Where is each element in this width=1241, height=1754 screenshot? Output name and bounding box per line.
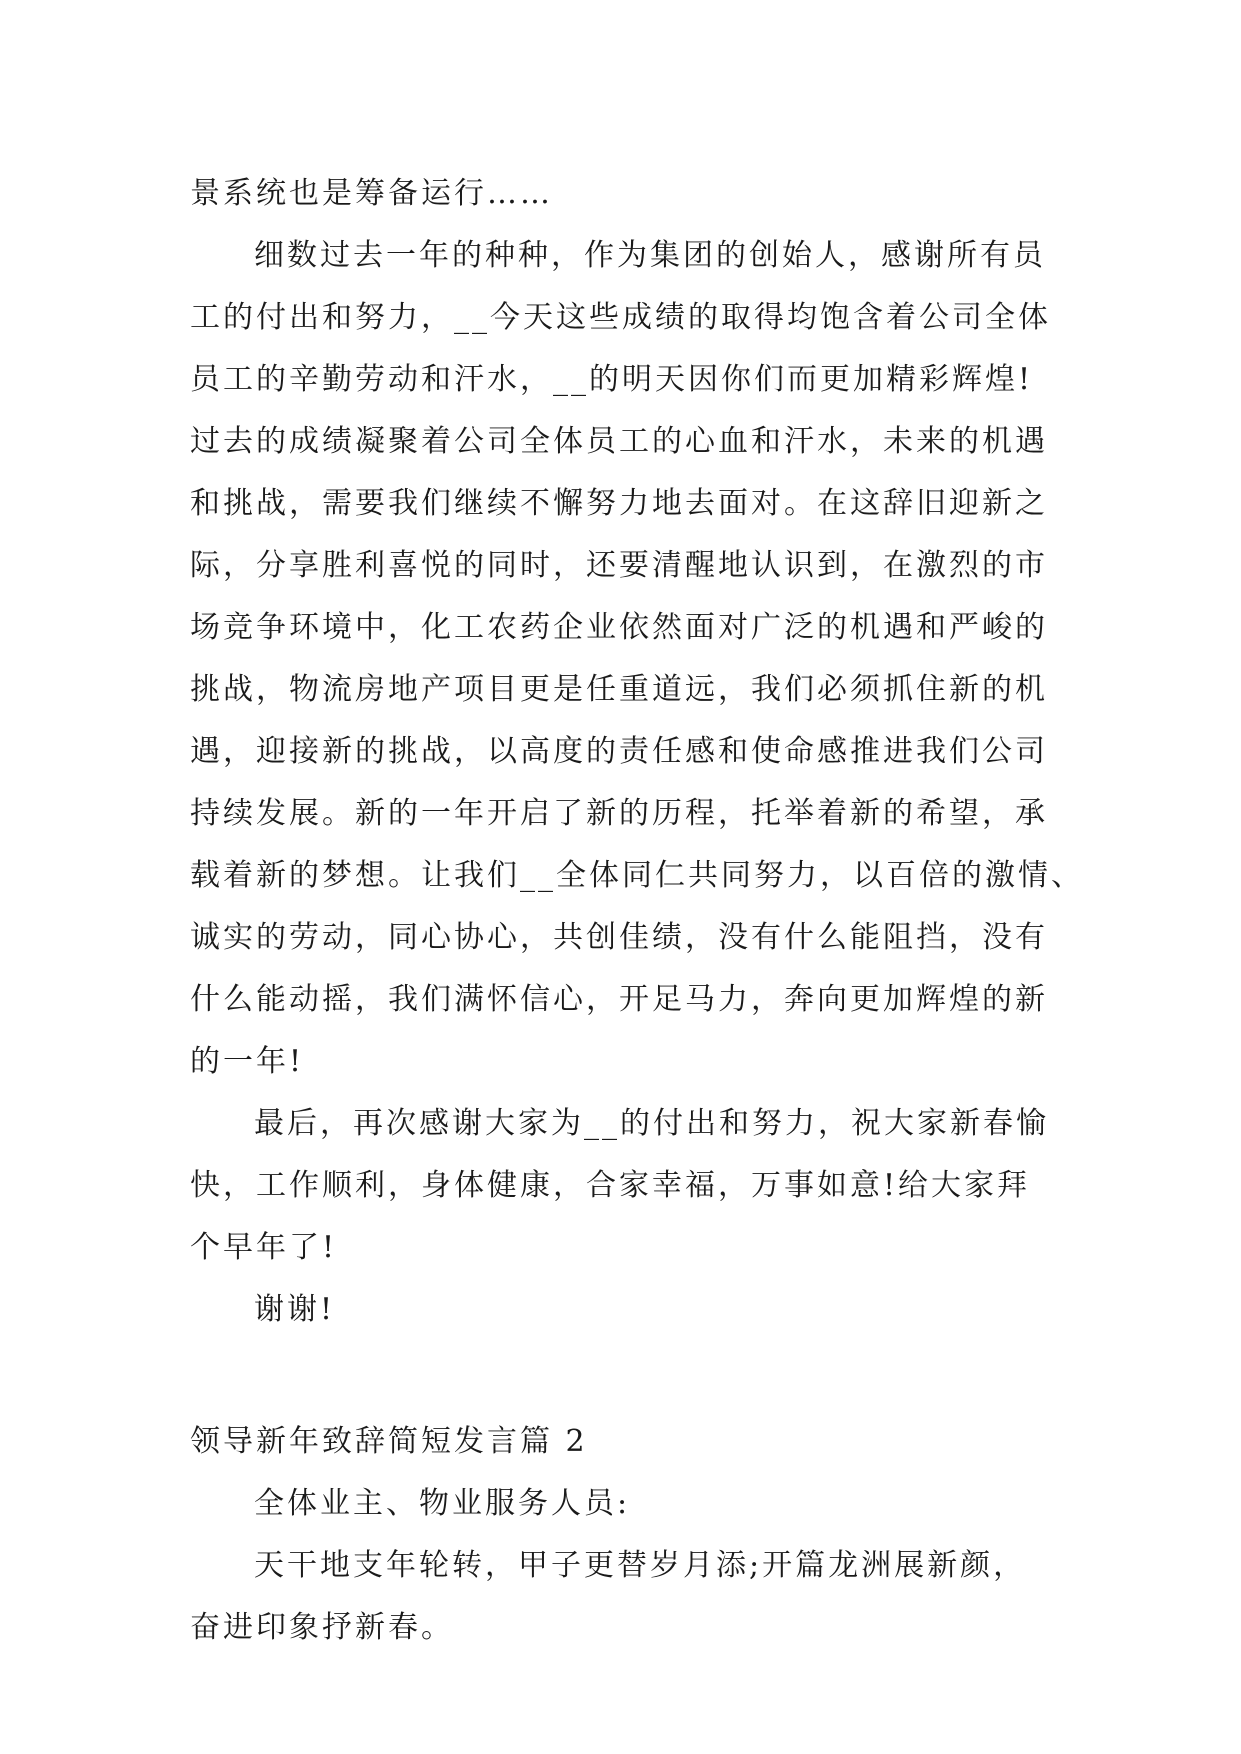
paragraph-line: 和挑战，需要我们继续不懈努力地去面对。在这辞旧迎新之 <box>190 486 1048 521</box>
paragraph-line: 快，工作顺利，身体健康，合家幸福，万事如意!给大家拜 <box>190 1168 1031 1203</box>
paragraph-line: 天干地支年轮转，甲子更替岁月添;开篇龙洲展新颜， <box>254 1548 1027 1583</box>
paragraph-salutation: 全体业主、物业服务人员: <box>254 1486 631 1521</box>
section-gap <box>190 1341 1050 1411</box>
paragraph-line: 遇，迎接新的挑战，以高度的责任感和使命感推进我们公司 <box>190 734 1048 769</box>
paragraph-line: 诚实的劳动，同心协心，共创佳绩，没有什么能阻挡，没有 <box>190 920 1048 955</box>
paragraph-wishes <box>190 1093 1050 1279</box>
paragraph-line: 景系统也是筹备运行…… <box>190 176 553 211</box>
paragraph-opening <box>190 1535 1050 1659</box>
paragraph-line: 场竞争环境中，化工农药企业依然面对广泛的机遇和严峻的 <box>190 610 1048 645</box>
paragraph-line: 际，分享胜利喜悦的同时，还要清醒地认识到，在激烈的市 <box>190 548 1048 583</box>
paragraph-line: 员工的辛勤劳动和汗水，__的明天因你们而更加精彩辉煌! <box>190 362 1034 397</box>
paragraph-line: 工的付出和努力，__今天这些成绩的取得均饱含着公司全体 <box>190 300 1051 335</box>
paragraph-line: 挑战，物流房地产项目更是任重道远，我们必须抓住新的机 <box>190 672 1048 707</box>
document-page <box>190 163 1084 1659</box>
paragraph-line: 什么能动摇，我们满怀信心，开足马力，奔向更加辉煌的新 <box>190 982 1048 1017</box>
paragraph-line: 个早年了! <box>190 1230 338 1265</box>
paragraph-line: 过去的成绩凝聚着公司全体员工的心血和汗水，未来的机遇 <box>190 424 1048 459</box>
paragraph-thanks-staff <box>190 225 1084 1093</box>
paragraph-line: 最后，再次感谢大家为__的付出和努力，祝大家新春愉 <box>254 1106 1049 1141</box>
section-heading: 领导新年致辞简短发言篇 2 <box>190 1424 588 1459</box>
paragraph-line: 持续发展。新的一年开启了新的历程，托举着新的希望，承 <box>190 796 1048 831</box>
paragraph-thanks: 谢谢! <box>254 1292 336 1327</box>
paragraph-line: 奋进印象抒新春。 <box>190 1610 454 1645</box>
paragraph-line: 细数过去一年的种种，作为集团的创始人，感谢所有员 <box>254 238 1046 273</box>
paragraph-line: 的一年! <box>190 1044 305 1079</box>
paragraph-line: 载着新的梦想。让我们__全体同仁共同努力，以百倍的激情、 <box>190 858 1084 893</box>
